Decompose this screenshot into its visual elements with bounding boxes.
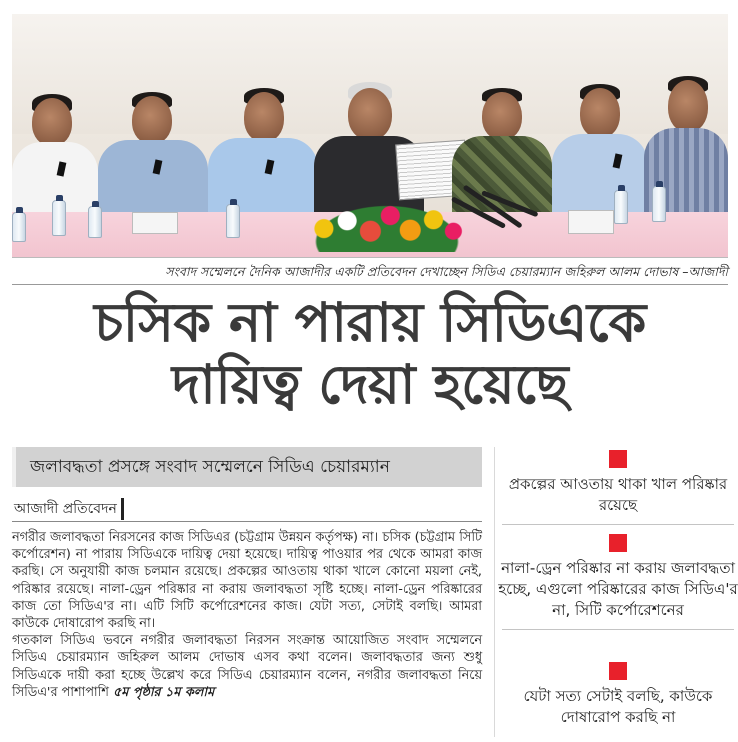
photo-person [208, 88, 318, 222]
pull-quote [498, 534, 738, 630]
pull-quote-text: যেটা সত্য সেটাই বলছি, কাউকে দোষারোপ করছি না [523, 687, 713, 726]
photo-head [482, 92, 522, 140]
caption-rule [12, 284, 728, 285]
article-paragraph-2-text: গতকাল সিডিএ ভবনে নগরীর জলাবদ্ধতা নিরসন সংক্রান্ত আয়োজিত সংবাদ সম্মেলনে সিডিএ চেয়ারম্যান জহিরুল আলম দোভাষ এসব কথা বলেন। জলাবদ্ধতার জন্য শুধু সিডিএকে দায়ী করা হচ্ছে উল্লেখ করে সিডিএ চেয়ারম্যান বলেন, নগরীর জলাবদ্ধতা নিয়ে সিডিএ'র পাশাপাশি [12, 633, 482, 700]
red-square-marker [609, 450, 627, 468]
water-bottle [614, 190, 628, 224]
photo-head [668, 80, 708, 132]
pull-quote [498, 450, 738, 525]
article-paragraph-2 [12, 632, 482, 701]
photo-head [132, 96, 172, 144]
photo-head [244, 92, 284, 142]
article-body [12, 529, 482, 701]
headline [12, 292, 728, 416]
red-square-marker [609, 662, 627, 680]
byline-rule [12, 521, 482, 522]
headline-line-2: দায়িত্ব দেয়া হয়েছে [171, 353, 569, 416]
water-bottle [652, 186, 666, 222]
tissue-box [568, 210, 614, 234]
water-bottle [52, 200, 66, 236]
pull-quote [498, 662, 738, 728]
photo-head [580, 88, 620, 138]
photo-head [32, 98, 72, 146]
water-bottle [12, 212, 26, 242]
continued-on-page[interactable]: ৫ম পৃষ্ঠার ১ম কলাম [112, 684, 215, 700]
pull-quote-rule [502, 524, 734, 525]
subheadline-box: জলাবদ্ধতা প্রসঙ্গে সংবাদ সম্মেলনে সিডিএ চেয়ারম্যান [12, 447, 482, 487]
article-paragraph-1: নগরীর জলাবদ্ধতা নিরসনের কাজ সিডিএর (চট্টগ্রাম উন্নয়ন কর্তৃপক্ষ) না। চসিক (চট্টগ্রাম সিটি কর্পোরেশন) না পারায় সিডিএকে দায়িত্ব দেয়া হয়েছে। দায়িত্ব পাওয়ার পর থেকে আমরা কাজ করছি। সে অনুযায়ী কাজ চলমান রয়েছে। প্রকল্পের আওতায় থাকা খালে কোনো ময়লা নেই, পরিষ্কার রয়েছে। নালা-ড্রেন পরিষ্কার না করায় জলাবদ্ধতা সৃষ্টি হচ্ছে। নালা-ড্রেন পরিষ্কারের কাজ তো সিডিএ'র না। এটি সিটি কর্পোরেশনের কাজ। যেটা সত্য, সেটাই বলছি। আমরা কাউকে দোষারোপ করছি না। [12, 530, 482, 632]
photo-person [98, 92, 208, 222]
pull-quote-text: প্রকল্পের আওতায় থাকা খাল পরিষ্কার রয়েছে [508, 475, 728, 514]
water-bottle [88, 206, 102, 238]
column-divider [494, 447, 495, 737]
press-conference-photo [12, 14, 728, 258]
red-square-marker [609, 534, 627, 552]
headline-line-1: চসিক না পারায় সিডিএকে [94, 291, 646, 354]
photo-person [552, 84, 648, 222]
flower-bouquet [304, 200, 470, 252]
pull-quote-text: নালা-ড্রেন পরিষ্কার না করায় জলাবদ্ধতা হচ্ছে, এগুলো পরিষ্কারের কাজ সিডিএ'র না, সিটি কর্পোরেশনের [498, 559, 738, 619]
reporter-byline: আজাদী প্রতিবেদন [12, 498, 124, 520]
photo-caption: সংবাদ সম্মেলনে দৈনিক আজাদীর একটি প্রতিবেদন দেখাচ্ছেন সিডিএ চেয়ারম্যান জহিরুল আলম দোভাষ –আজাদী [165, 264, 728, 279]
pull-quote-rule [502, 629, 734, 630]
photo-head [348, 88, 392, 140]
water-bottle [226, 204, 240, 238]
tissue-box [132, 212, 178, 234]
